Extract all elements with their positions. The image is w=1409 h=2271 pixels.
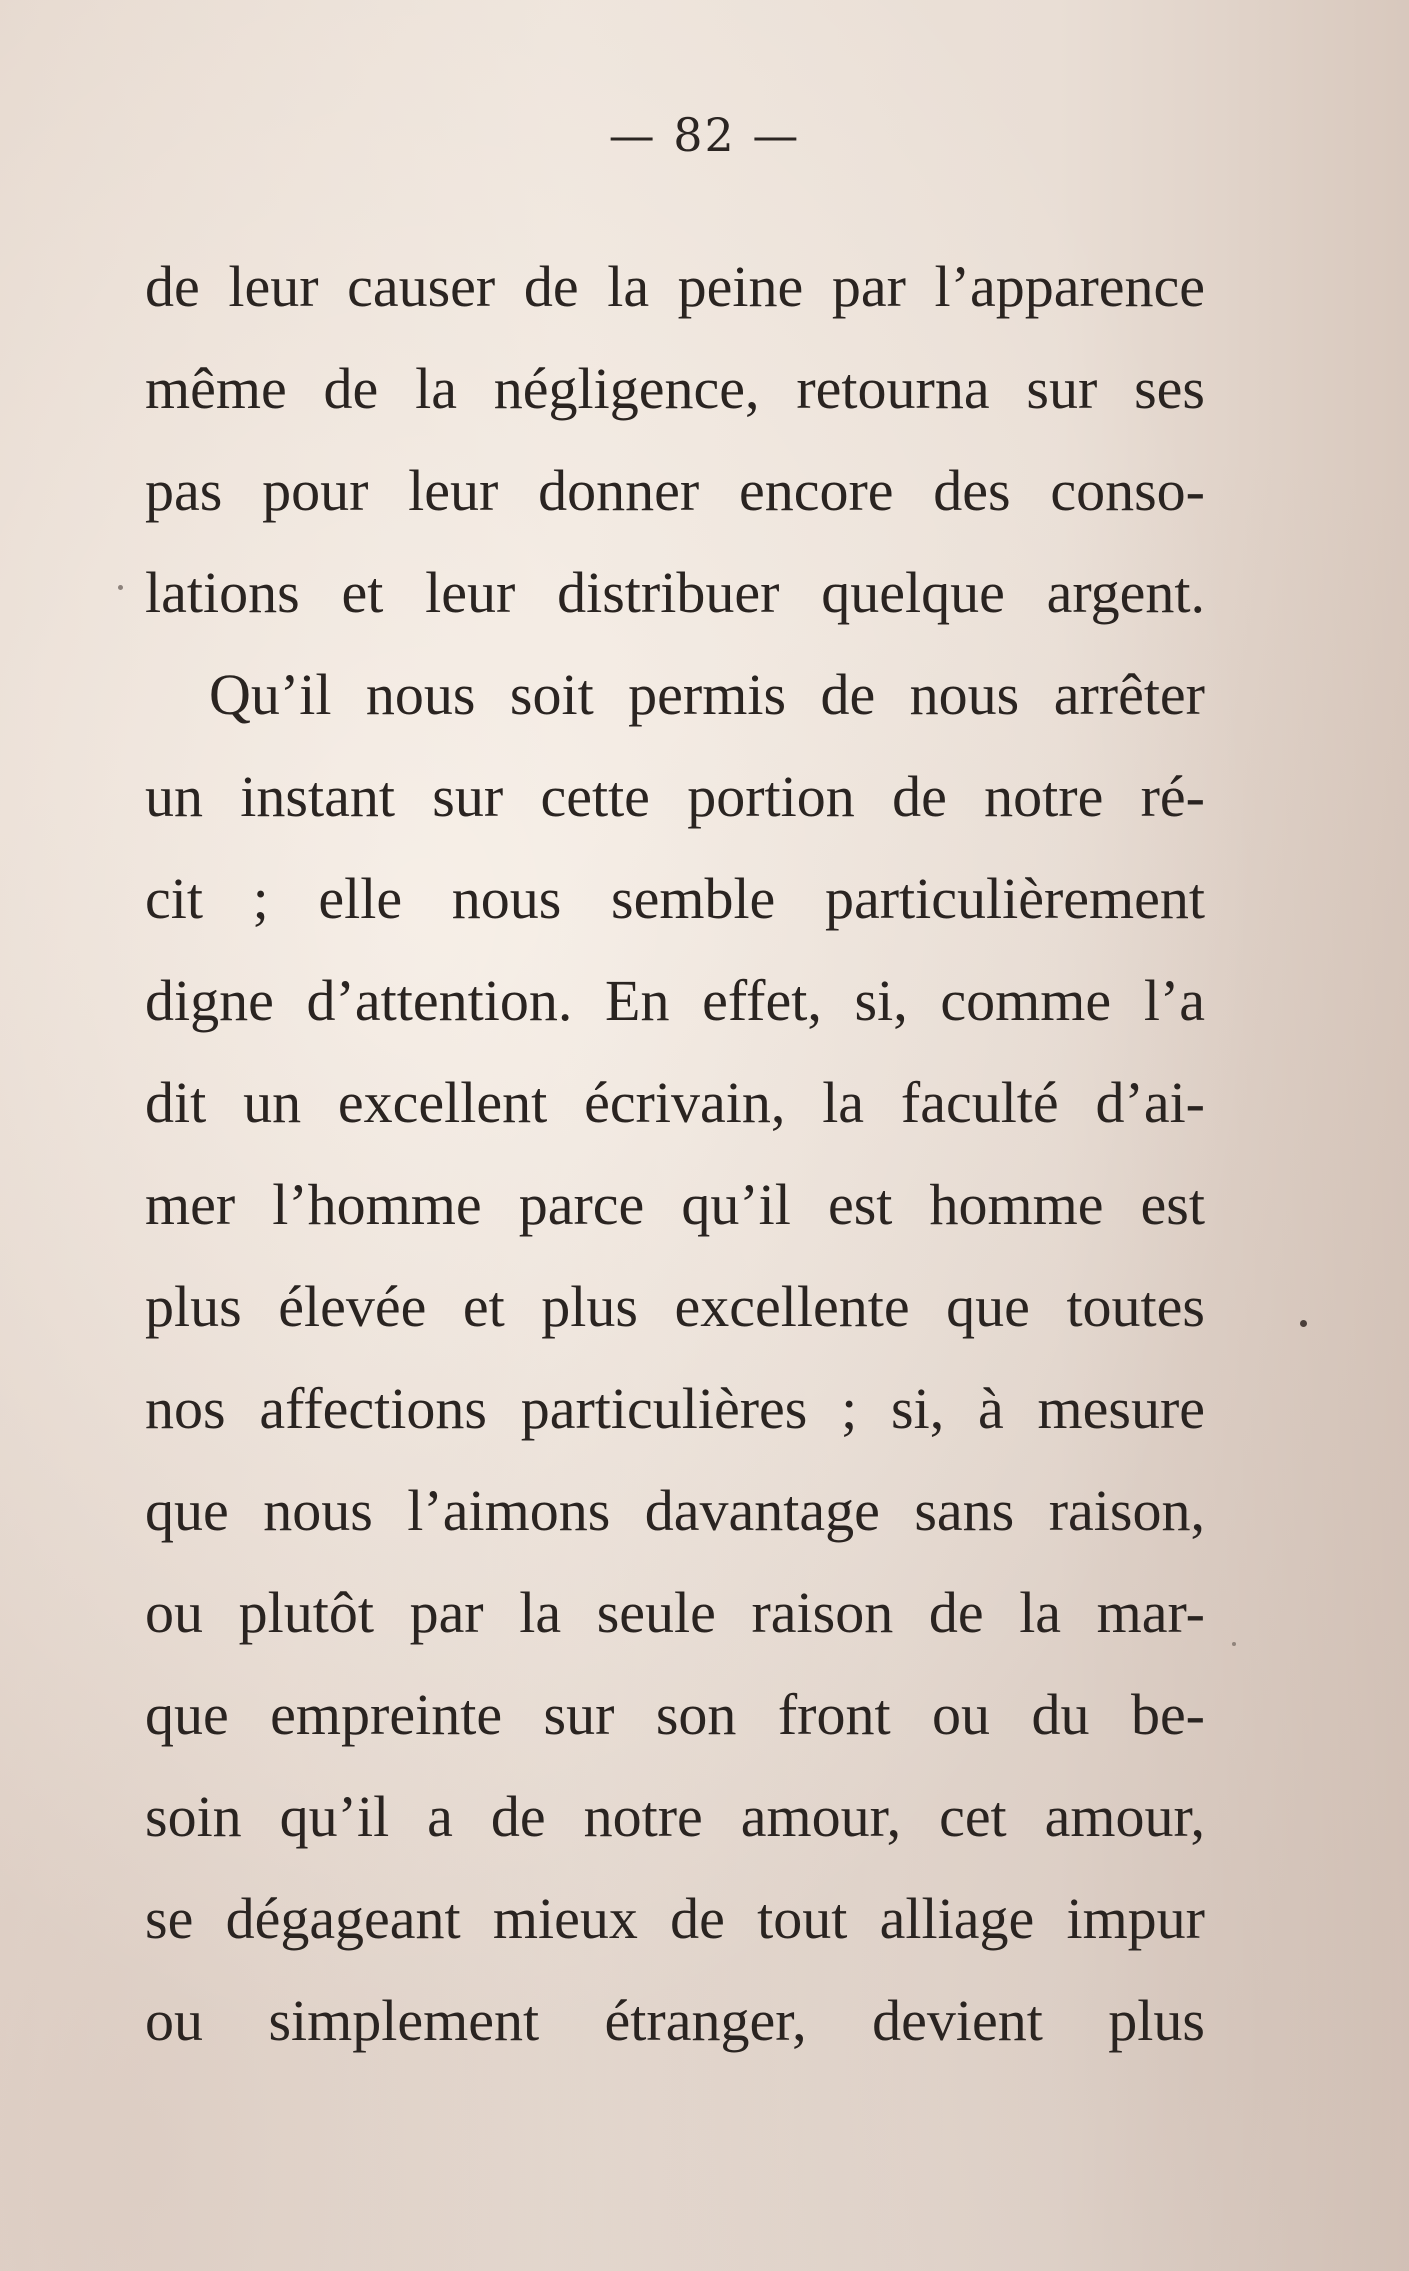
text-line: ou plutôt par la seule raison de la mar- [145, 1580, 1205, 1645]
text-line: que nous l’aimons davantage sans raison, [145, 1478, 1205, 1543]
text-line: de leur causer de la peine par l’apparence [145, 254, 1205, 319]
text-line: se dégageant mieux de tout alliage impur [145, 1886, 1205, 1951]
ink-speck [118, 585, 123, 590]
text-line: mer l’homme parce qu’il est homme est [145, 1172, 1205, 1237]
paragraph-first-line: Qu’il nous soit permis de nous arrêter [209, 662, 1205, 727]
text-line: plus élevée et plus excellente que toutes [145, 1274, 1205, 1339]
text-line: digne d’attention. En effet, si, comme l’a [145, 968, 1205, 1033]
ink-speck [1300, 1320, 1307, 1327]
ink-speck [1232, 1642, 1236, 1646]
text-line: nos affections particulières ; si, à mesure [145, 1376, 1205, 1441]
text-line: pas pour leur donner encore des conso- [145, 458, 1205, 523]
text-line: lations et leur distribuer quelque argent. [145, 560, 1205, 625]
text-line: que empreinte sur son front ou du be- [145, 1682, 1205, 1747]
page-number: — 82 — [608, 108, 801, 162]
text-line: soin qu’il a de notre amour, cet amour, [145, 1784, 1205, 1849]
text-line: cit ; elle nous semble particulièrement [145, 866, 1205, 931]
text-line: un instant sur cette portion de notre ré- [145, 764, 1205, 829]
text-line: ou simplement étranger, devient plus [145, 1988, 1205, 2053]
text-line: dit un excellent écrivain, la faculté d’ai- [145, 1070, 1205, 1135]
body-text [145, 236, 1205, 2072]
text-line: même de la négligence, retourna sur ses [145, 356, 1205, 421]
